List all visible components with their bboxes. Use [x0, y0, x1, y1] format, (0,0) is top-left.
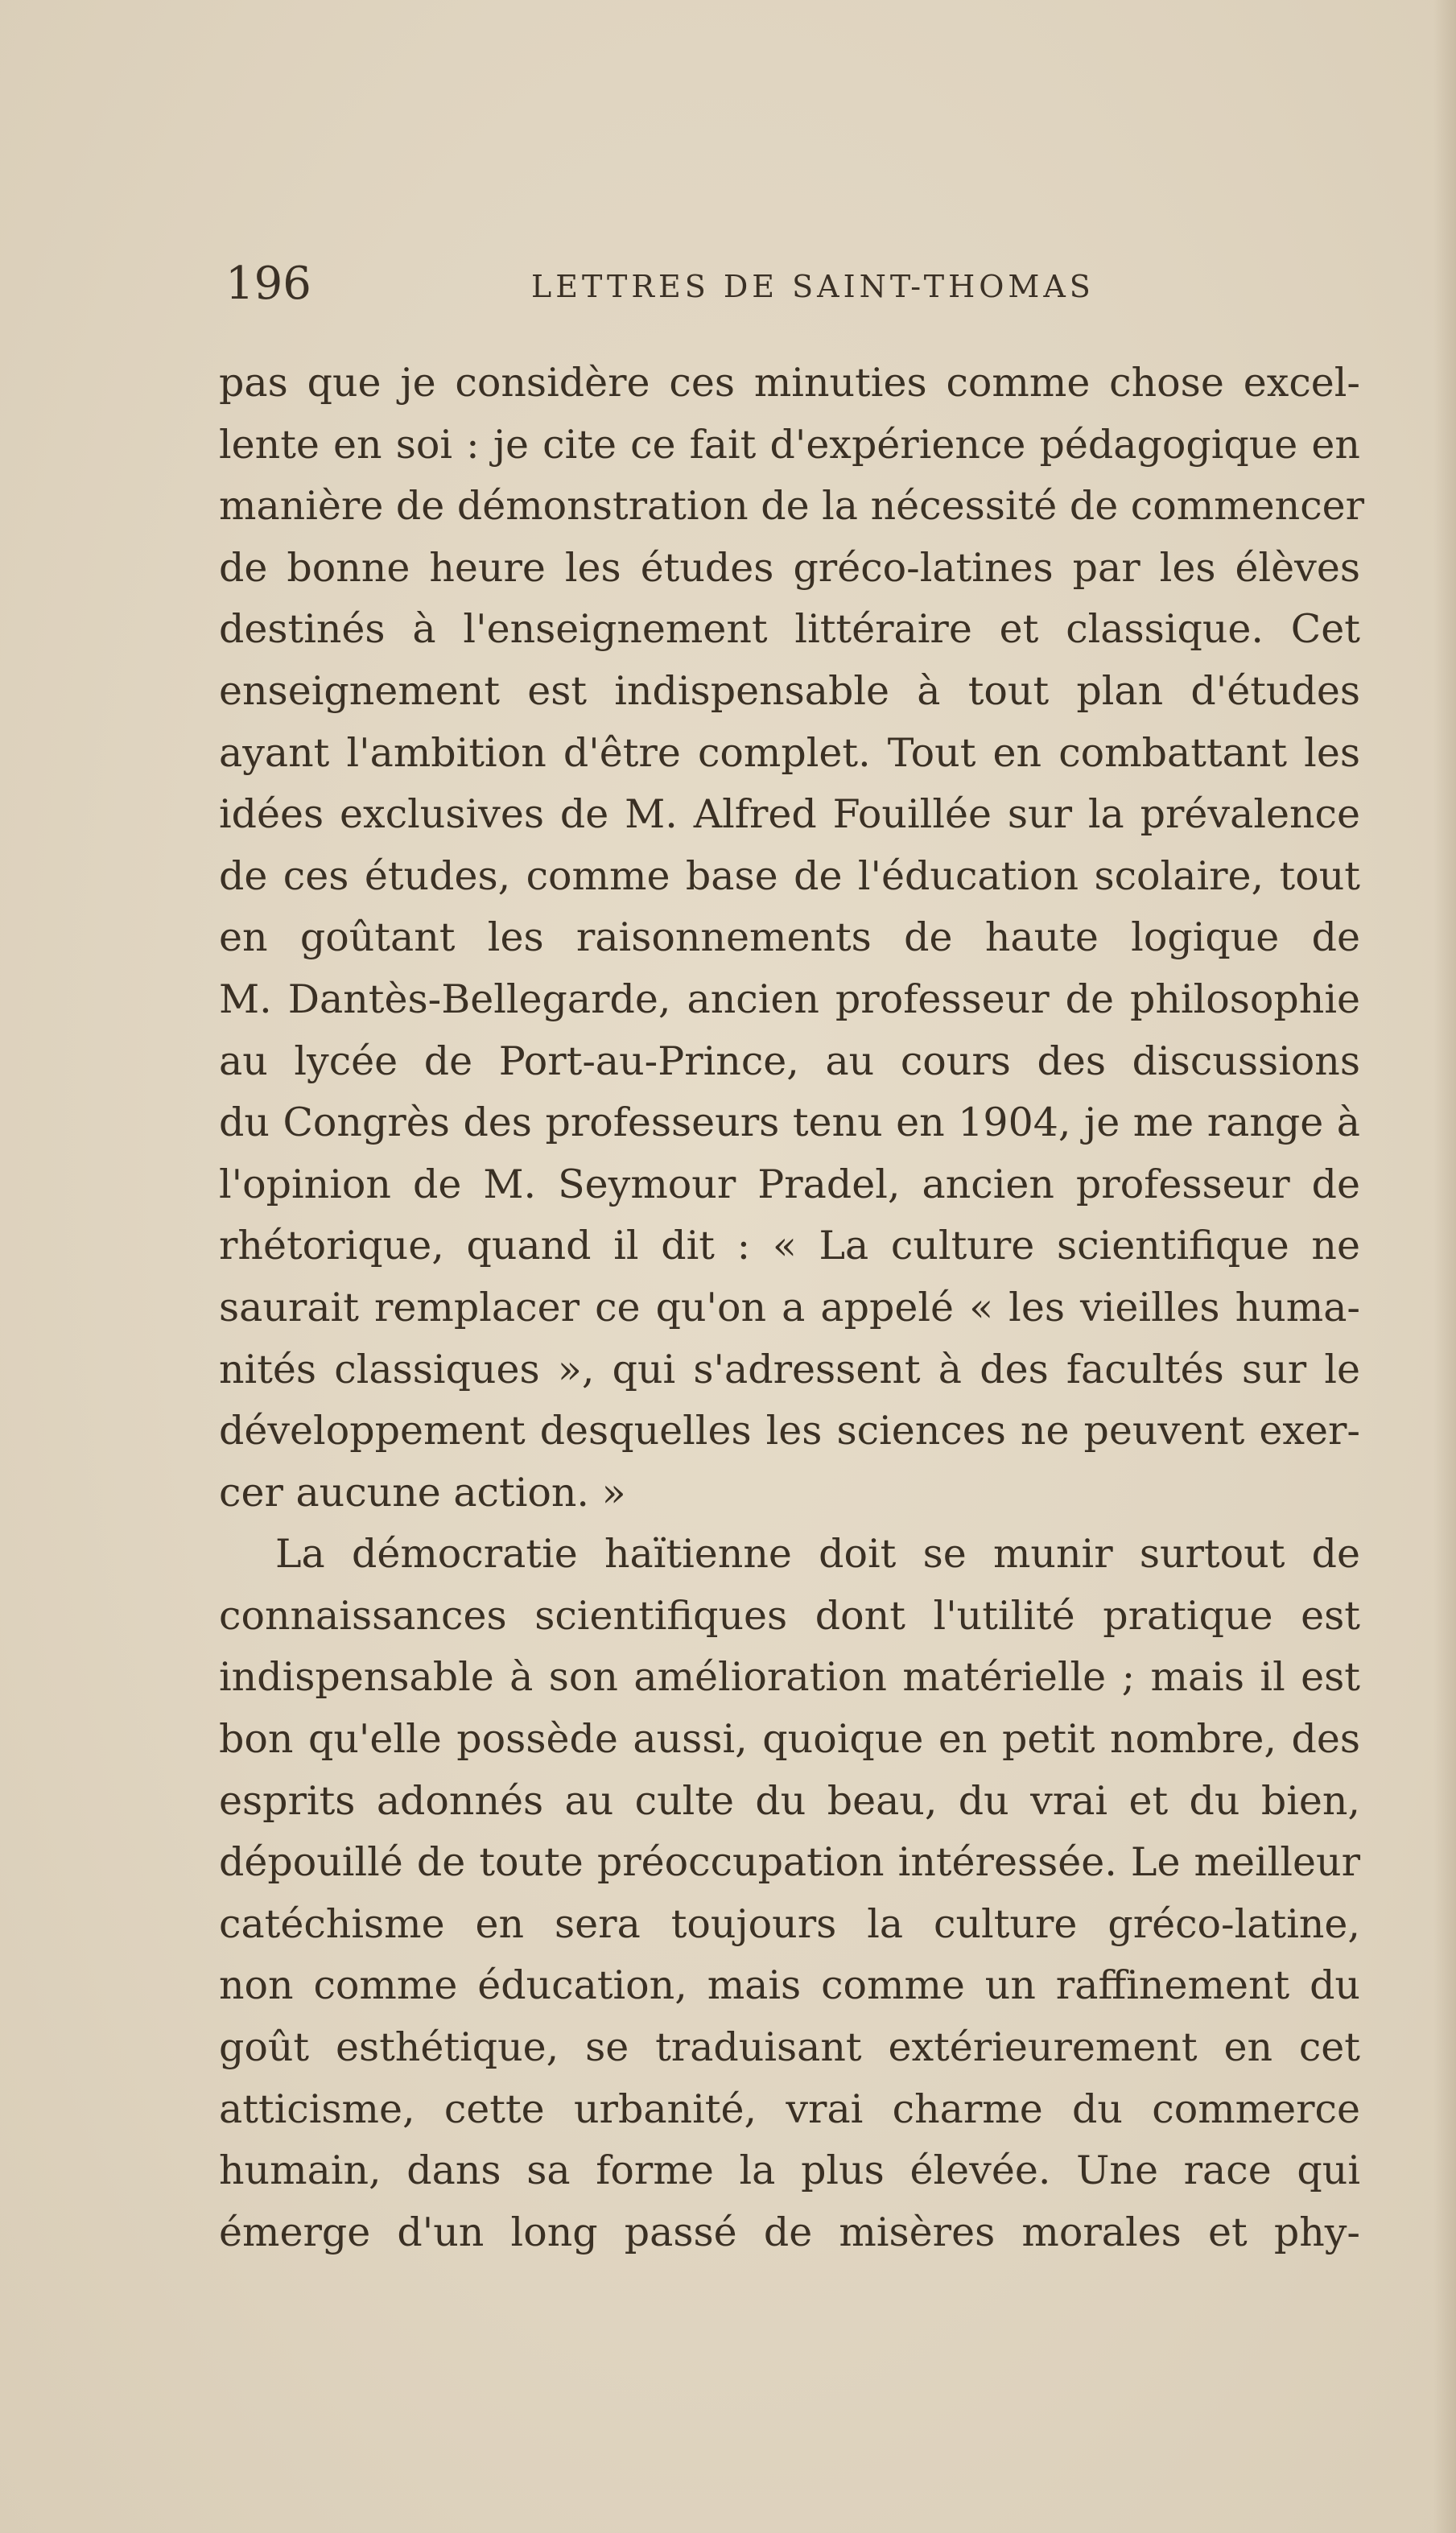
- paragraph-start-line: La démocratie haïtienne doit se munir surtout de: [275, 1531, 1360, 1578]
- text-line: de ces études, comme base de l'éducation scolaire, tout: [219, 852, 1360, 899]
- text-line: en goûtant les raisonnements de haute logique de: [219, 914, 1360, 961]
- page-number: 196: [225, 258, 311, 310]
- text-line: émerge d'un long passé de misères morales et phy-: [219, 2209, 1360, 2255]
- text-line: esprits adonnés au culte du beau, du vrai et du bien,: [219, 1777, 1360, 1824]
- text-line: indispensable à son amélioration matérielle ; mais il est: [219, 1654, 1360, 1701]
- text-line: enseignement est indispensable à tout plan d'études: [219, 667, 1360, 714]
- text-line: lente en soi : je cite ce fait d'expérience pédagogique en: [219, 421, 1360, 468]
- text-line: connaissances scientifiques dont l'utilité pratique est: [219, 1592, 1360, 1639]
- text-line: goût esthétique, se traduisant extérieurement en cet: [219, 2024, 1360, 2071]
- text-line: catéchisme en sera toujours la culture gréco-latine,: [219, 1900, 1360, 1947]
- text-line: au lycée de Port-au-Prince, au cours des discussions: [219, 1038, 1360, 1084]
- text-line: l'opinion de M. Seymour Pradel, ancien professeur de: [219, 1161, 1360, 1207]
- text-line: du Congrès des professeurs tenu en 1904, je me range à: [219, 1099, 1360, 1146]
- page-header: [225, 256, 1360, 312]
- text-line: de bonne heure les études gréco-latines par les élèves: [219, 544, 1360, 591]
- text-line: dépouillé de toute préoccupation intéressée. Le meilleur: [219, 1839, 1360, 1886]
- body-text: [219, 353, 1365, 2263]
- text-line: pas que je considère ces minuties comme chose excel-: [219, 360, 1360, 406]
- text-line: manière de démonstration de la nécessité de commencer: [219, 483, 1365, 530]
- text-line: rhétorique, quand il dit : « La culture scientifique ne: [219, 1223, 1360, 1269]
- text-line: M. Dantès-Bellegarde, ancien professeur de philosophie: [219, 976, 1360, 1022]
- text-line: non comme éducation, mais comme un raffinement du: [219, 1962, 1360, 2009]
- text-line: humain, dans sa forme la plus élevée. Une race qui: [219, 2147, 1360, 2194]
- text-line: atticisme, cette urbanité, vrai charme du commerce: [219, 2085, 1360, 2132]
- page-edge-shadow: [1433, 0, 1456, 2533]
- text-line: destinés à l'enseignement littéraire et classique. Cet: [219, 606, 1360, 653]
- running-title: LETTRES DE SAINT-THOMAS: [531, 269, 1095, 304]
- text-line: ayant l'ambition d'être complet. Tout en combattant les: [219, 729, 1360, 776]
- text-line: bon qu'elle possède aussi, quoique en petit nombre, des: [219, 1716, 1360, 1763]
- text-line: développement desquelles les sciences ne peuvent exer-: [219, 1408, 1360, 1454]
- text-line: idées exclusives de M. Alfred Fouillée sur la prévalence: [219, 791, 1360, 838]
- text-line: saurait remplacer ce qu'on a appelé « les vieilles huma-: [219, 1284, 1360, 1330]
- text-line: nités classiques », qui s'adressent à des facultés sur le: [219, 1346, 1360, 1392]
- paragraph-end-line: cer aucune action. »: [219, 1469, 626, 1516]
